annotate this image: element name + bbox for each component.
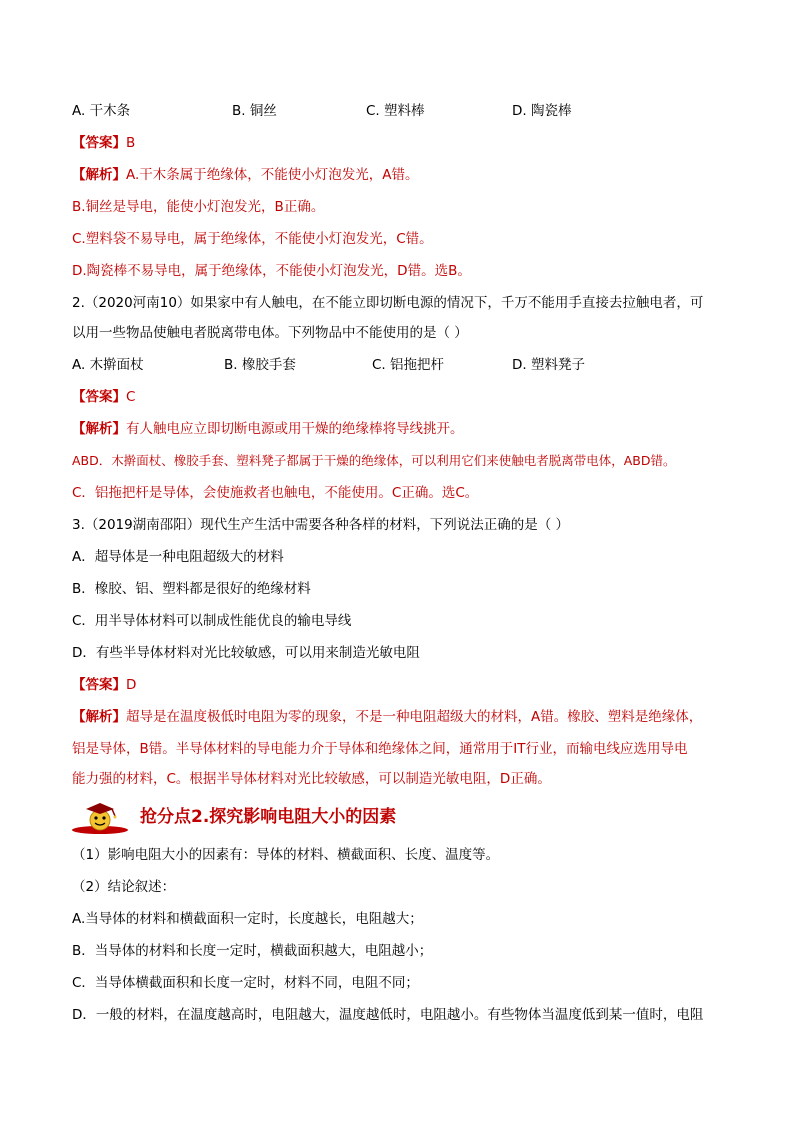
q3-answer xyxy=(72,675,732,695)
q2-stem-line-2: 以用一些物品使触电者脱离带电体。下列物品中不能使用的是（ ） xyxy=(72,325,468,341)
answer-label: 【答案】 xyxy=(72,677,126,693)
analysis-text: 超导是在温度极低时电阻为零的现象，不是一种电阻超级大的材料，A错。橡胶、塑料是绝缘体， xyxy=(126,709,703,725)
q3-option-c: C．用半导体材料可以制成性能优良的输电导线 xyxy=(72,613,352,629)
q2-stem-line-1: 2.（2020河南10）如果家中有人触电，在不能立即切断电源的情况下，千万不能用手直接去拉触电者，可 xyxy=(72,295,704,311)
q1-analysis-line-3: C.塑料袋不易导电，属于绝缘体，不能使小灯泡发光，C错。 xyxy=(72,231,433,247)
q2-analysis-line-2: ABD．木擀面杖、橡胶手套、塑料凳子都属于干燥的绝缘体，可以利用它们来使触电者脱离带电体，ABD错。 xyxy=(72,453,676,468)
section-line-6: D．一般的材料，在温度越高时，电阻越大，温度越低时，电阻越小。有些物体当温度低到某一值时，电阻 xyxy=(72,1007,704,1023)
q1-answer xyxy=(72,133,732,153)
analysis-label: 【解析】 xyxy=(72,709,126,725)
analysis-text: A.干木条属于绝缘体，不能使小灯泡发光，A错。 xyxy=(126,167,419,183)
q2-analysis-line-3: C．铝拖把杆是导体，会使施救者也触电，不能使用。C正确。选C。 xyxy=(72,485,479,501)
answer-label: 【答案】 xyxy=(72,389,126,405)
q2-option-c: C. 铝拖把杆 xyxy=(372,357,445,373)
analysis-text: 有人触电应立即切断电源或用干燥的绝缘棒将导线挑开。 xyxy=(126,421,464,437)
q1-analysis-line-2: B.铜丝是导电，能使小灯泡发光，B正确。 xyxy=(72,199,325,215)
q3-stem: 3.（2019湖南邵阳）现代生产生活中需要各种各样的材料，下列说法正确的是（ ） xyxy=(72,517,570,533)
mascot-graduate-icon xyxy=(70,800,132,836)
q2-answer xyxy=(72,387,732,407)
q3-analysis-line-3: 能力强的材料，C。根据半导体材料对光比较敏感，可以制造光敏电阻，D正确。 xyxy=(72,771,551,787)
analysis-label: 【解析】 xyxy=(72,421,126,437)
q1-option-a: A. 干木条 xyxy=(72,103,131,119)
analysis-label: 【解析】 xyxy=(72,167,126,183)
q3-analysis-line-2: 铝是导体，B错。半导体材料的导电能力介于导体和绝缘体之间，通常用于IT行业，而输电线应选用导电 xyxy=(72,741,688,757)
section-line-3: A.当导体的材料和横截面积一定时，长度越长，电阻越大； xyxy=(72,911,423,927)
q1-option-d: D. 陶瓷棒 xyxy=(512,103,572,119)
q1-option-c: C. 塑料棒 xyxy=(366,103,425,119)
q3-option-b: B．橡胶、铝、塑料都是很好的绝缘材料 xyxy=(72,581,311,597)
q1-analysis-line-4: D.陶瓷棒不易导电，属于绝缘体，不能使小灯泡发光，D错。选B。 xyxy=(72,263,471,279)
answer-value: C xyxy=(126,389,136,405)
q1-option-b: B. 铜丝 xyxy=(232,103,277,119)
q3-option-a: A．超导体是一种电阻超级大的材料 xyxy=(72,549,284,565)
q2-option-a: A. 木擀面杖 xyxy=(72,357,144,373)
q1-analysis-line-1 xyxy=(72,165,732,185)
section-line-2: （2）结论叙述： xyxy=(72,879,176,895)
q3-option-d: D．有些半导体材料对光比较敏感，可以用来制造光敏电阻 xyxy=(72,645,420,661)
q2-analysis-line-1 xyxy=(72,419,732,439)
q3-analysis-line-1 xyxy=(72,707,732,727)
answer-label: 【答案】 xyxy=(72,135,126,151)
section-line-1: （1）影响电阻大小的因素有：导体的材料、横截面积、长度、温度等。 xyxy=(72,847,500,863)
section-line-5: C．当导体横截面积和长度一定时，材料不同，电阻不同； xyxy=(72,975,419,991)
q2-option-b: B. 橡胶手套 xyxy=(224,357,296,373)
answer-value: B xyxy=(126,135,136,151)
section-title: 抢分点2.探究影响电阻大小的因素 xyxy=(140,807,397,827)
section-line-4: B．当导体的材料和长度一定时，横截面积越大，电阻越小； xyxy=(72,943,433,959)
q2-option-d: D. 塑料凳子 xyxy=(512,357,585,373)
answer-value: D xyxy=(126,677,137,693)
